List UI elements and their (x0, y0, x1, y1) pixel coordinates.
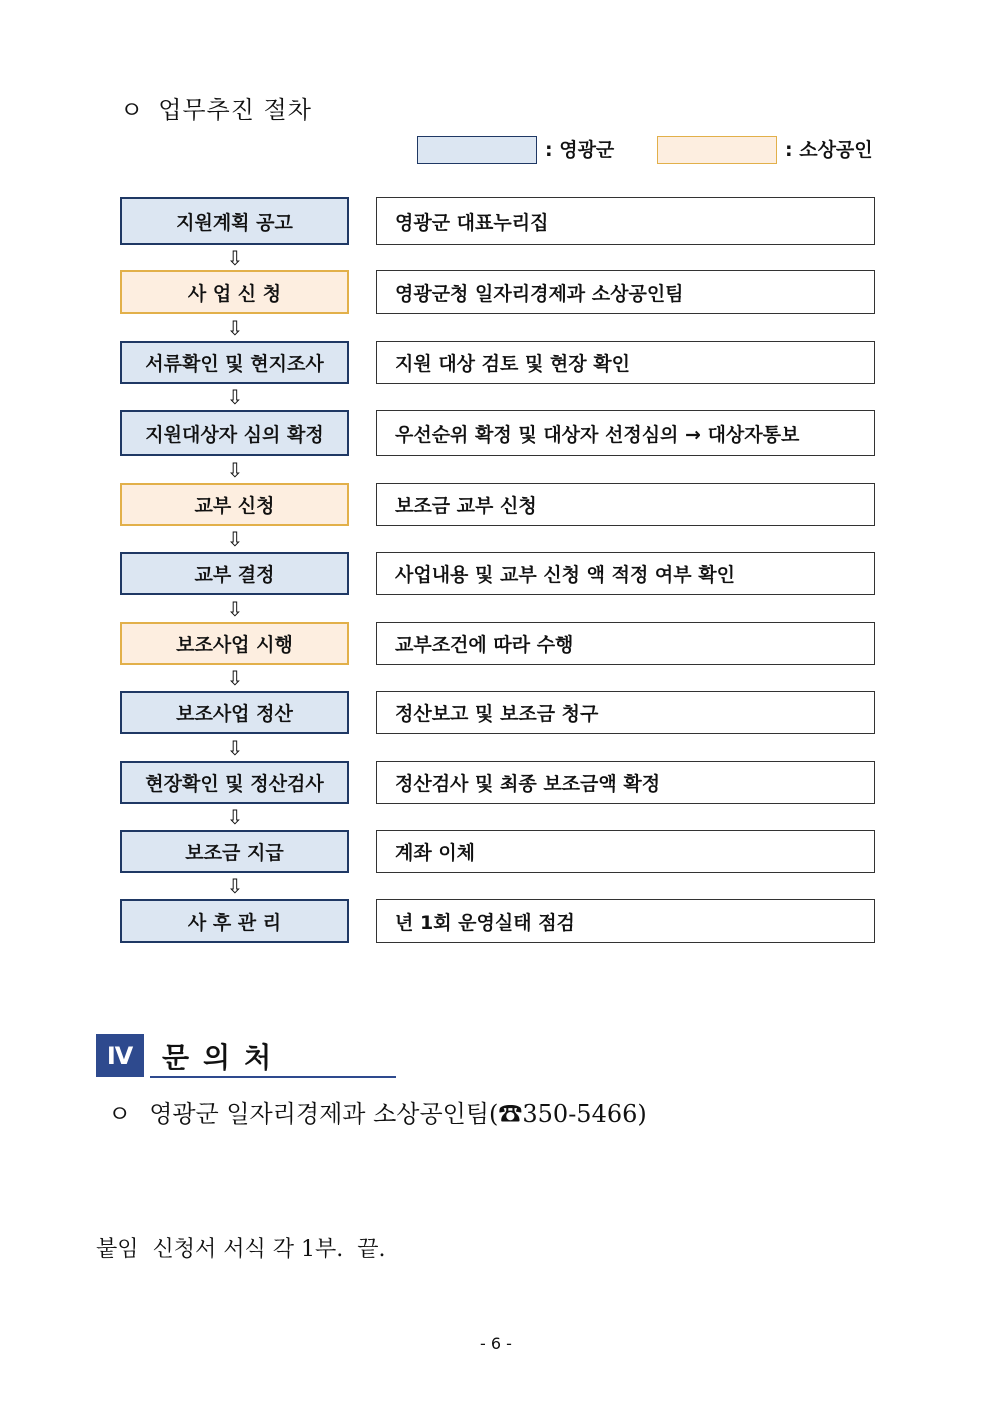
step-title: 교부 신청 (120, 483, 349, 526)
contact-text: 영광군 일자리경제과 소상공인팀(☎350-5466) (149, 1100, 647, 1128)
step-title: 현장확인 및 정산검사 (120, 761, 349, 804)
down-arrow-icon: ⇩ (226, 736, 244, 760)
attachment-note: 붙임 신청서 서식 각 1부. 끝. (96, 1237, 386, 1262)
down-arrow-icon: ⇩ (226, 385, 244, 409)
page-number: - 6 - (480, 1334, 512, 1353)
down-arrow-icon: ⇩ (226, 246, 244, 270)
section-heading (120, 90, 312, 125)
step-description: 사업내용 및 교부 신청 액 적정 여부 확인 (376, 552, 875, 595)
step-title: 지원대상자 심의 확정 (120, 410, 349, 456)
step-description: 지원 대상 검토 및 현장 확인 (376, 341, 875, 384)
down-arrow-icon: ⇩ (226, 874, 244, 898)
step-description: 교부조건에 따라 수행 (376, 622, 875, 665)
bullet-icon: ㅇ (108, 1100, 132, 1128)
contact-section-title: 문의처 (162, 1041, 286, 1074)
step-description: 영광군청 일자리경제과 소상공인팀 (376, 270, 875, 314)
step-title: 서류확인 및 현지조사 (120, 341, 349, 384)
step-description: 정산검사 및 최종 보조금액 확정 (376, 761, 875, 804)
step-title: 보조사업 정산 (120, 691, 349, 734)
step-description: 영광군 대표누리집 (376, 197, 875, 245)
step-title: 사 업 신 청 (120, 270, 349, 314)
step-description: 계좌 이체 (376, 830, 875, 873)
step-description: 정산보고 및 보조금 청구 (376, 691, 875, 734)
bullet-icon: ㅇ (120, 96, 145, 124)
step-title: 지원계획 공고 (120, 197, 349, 245)
down-arrow-icon: ⇩ (226, 527, 244, 551)
step-title: 사 후 관 리 (120, 899, 349, 943)
down-arrow-icon: ⇩ (226, 597, 244, 621)
legend-swatch-county (417, 136, 537, 164)
down-arrow-icon: ⇩ (226, 805, 244, 829)
legend-label-county: : 영광군 (545, 139, 615, 161)
step-title: 보조금 지급 (120, 830, 349, 873)
contact-info (108, 1094, 647, 1129)
step-description: 보조금 교부 신청 (376, 483, 875, 526)
down-arrow-icon: ⇩ (226, 316, 244, 340)
section-title: 업무추진 절차 (158, 96, 312, 124)
step-title: 보조사업 시행 (120, 622, 349, 665)
section-number-badge: Ⅳ (96, 1034, 144, 1077)
legend-label-merchant: : 소상공인 (785, 139, 873, 161)
title-underline (150, 1076, 396, 1078)
step-description: 우선순위 확정 및 대상자 선정심의 → 대상자통보 (376, 410, 875, 456)
down-arrow-icon: ⇩ (226, 666, 244, 690)
step-title: 교부 결정 (120, 552, 349, 595)
step-description: 년 1회 운영실태 점검 (376, 899, 875, 943)
legend-swatch-merchant (657, 136, 777, 164)
down-arrow-icon: ⇩ (226, 458, 244, 482)
